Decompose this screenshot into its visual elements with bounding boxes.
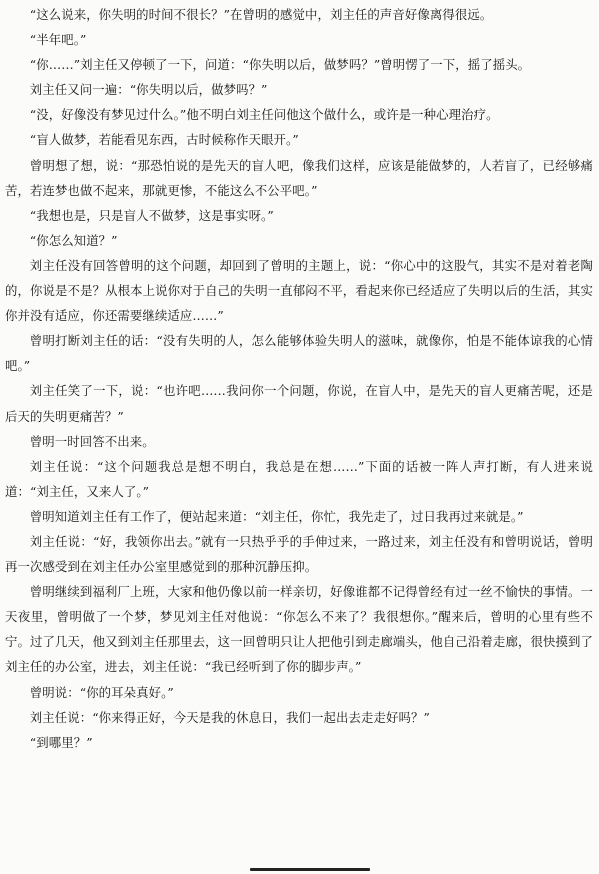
paragraph: 曾明打断刘主任的话：“没有失明的人，怎么能够体验失明人的滋味，就像你，怕是不能体谅我的心情吧。” <box>5 333 593 374</box>
paragraph: “没，好像没有梦见过什么。”他不明白刘主任问他这个做什么，或许是一种心理治疗。 <box>29 107 499 123</box>
paragraph: 刘主任说：“你来得正好，今天是我的休息日，我们一起出去走走好吗？” <box>29 709 430 725</box>
paragraph: 曾明知道刘主任有工作了，便站起来道：“刘主任，你忙，我先走了，过日我再过来就是。” <box>29 508 524 524</box>
story-text <box>5 2 593 755</box>
paragraph: “这么说来，你失明的时间不很长？”在曾明的感觉中，刘主任的声音好像离得很远。 <box>29 7 493 22</box>
paragraph: 曾明说：“你的耳朵真好。” <box>29 684 174 700</box>
paragraph: “到哪里？” <box>29 734 93 750</box>
paragraph: “盲人做梦，若能看见东西，古时候称作天眼开。” <box>29 132 299 148</box>
paragraph: “你……”刘主任又停顿了一下，问道：“你失明以后，做梦吗？”曾明愣了一下，摇了摇头。 <box>29 57 531 73</box>
paragraph: 刘主任说：“好，我领你出去。”就有一只热乎乎的手伸过来，一路过来，刘主任没有和曾明说话，曾明再一次感受到在刘主任办公室里感觉到的那种沉静压抑。 <box>5 533 593 575</box>
paragraph: “半年吧。” <box>29 32 87 48</box>
paragraph: 刘主任没有回答曾明的这个问题，却回到了曾明的主题上，说：“你心中的这股气，其实不是对着老陶的，你说是不是？从根本上说你对于自己的失明一直郁闷不平，看起来你已经适应了失明以后的生活，其实你并没有适应，你还需要继续适应……” <box>5 257 593 324</box>
paragraph: 刘主任笑了一下，说：“也许吧……我问你一个问题，你说，在盲人中，是先天的盲人更痛苦呢，还是后天的失明更痛苦？” <box>5 383 593 424</box>
paragraph: 曾明继续到福利厂上班，大家和他仍像以前一样亲切，好像谁都不记得曾经有过一丝不愉快的事情。一天夜里，曾明做了一个梦，梦见刘主任对他说：“你怎么不来了？我很想你。”醒来后，曾明的心里有些不宁。过了几天，他又到刘主任那里去，这一回曾明只让人把他引到走廊端头，他自己沿着走廊，很快摸到了刘主任的办公室，进去，刘主任说：“我已经听到了你的脚步声。” <box>5 584 593 675</box>
paragraph: 刘主任说：“这个问题我总是想不明白，我总是在想……”下面的话被一阵人声打断，有人进来说道：“刘主任，又来人了。” <box>5 458 593 499</box>
page-bottom-rule <box>250 868 370 871</box>
paragraph: 曾明想了想，说：“那恐怕说的是先天的盲人吧，像我们这样，应该是能做梦的，人若盲了，已经够痛苦，若连梦也做不起来，那就更惨，不能这么不公平吧。” <box>5 157 593 198</box>
paragraph: 曾明一时回答不出来。 <box>29 433 155 449</box>
paragraph: 刘主任又问一遍：“你失明以后，做梦吗？” <box>29 82 268 98</box>
paragraph: “你怎么知道？” <box>29 232 118 248</box>
paragraph: “我想也是，只是盲人不做梦，这是事实呀。” <box>29 207 274 223</box>
